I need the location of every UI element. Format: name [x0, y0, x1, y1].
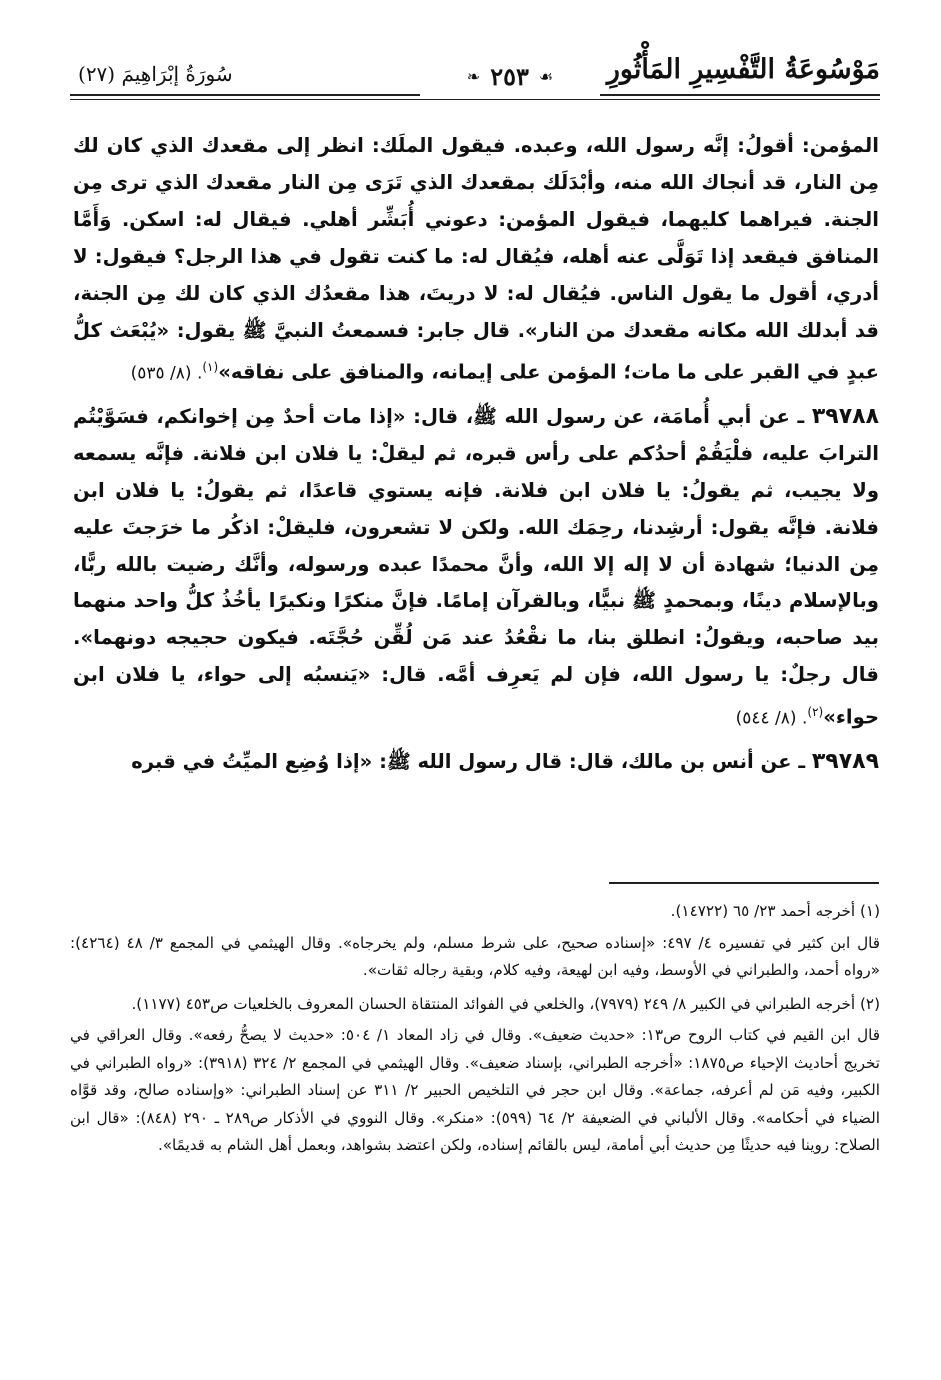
- page-header: [70, 54, 880, 110]
- volume-reference: . (٨/ ٥٤٤): [735, 708, 808, 729]
- paragraph-text: المؤمن: أقولُ: إنَّه رسول الله، وعبده. فيقول الملَك: انظر إلى مقعدك الذي كان لك مِن النار، قد أنجاك الله منه، وأبْدَلَك بمقعدك الذي تَرَى مِن النار مقعدك الذي ترى مِن الجنة. فيراهما كليهما، فيقول المؤمن: دعوني أُبَشِّر أهلي. فيقال له: اسكن. وَأَمَّا المنافق فيقعد إذا تَوَلَّى عنه أهله، فيُقال له: ما كنت تقول في هذا الرجل؟ فيقول: لا أدري، أقول ما يقول الناس. فيُقال له: لا دريتَ، هذا مقعدُك الذي كان لك مِن الجنة، قد أبدلك الله مكانه مقعدك من النار». قال جابر: فسمعتُ النبيَّ ﷺ يقول: «يُبْعَث كلُّ عبدٍ في القبر على ما مات؛ المؤمن على إيمانه، والمنافق على نفاقه»: [73, 134, 879, 384]
- volume-reference: . (٨/ ٥٣٥): [130, 363, 203, 384]
- hadith-number: ٣٩٧٨٩: [811, 748, 879, 774]
- hadith-number: ٣٩٧٨٨: [811, 403, 879, 429]
- footnote-item: قال ابن كثير في تفسيره ٤/ ٤٩٧: «إسناده صحيح، على شرط مسلم، ولم يخرجاه». وقال الهيثمي في المجمع ٣/ ٤٨ (٤٢٦٤): «رواه أحمد، والطبراني في الأوسط، وفيه ابن لهيعة، وفيه كلام، وبقية رجاله ثقات».: [70, 933, 880, 979]
- footnotes: [70, 898, 880, 1166]
- hadith-text: ـ عن أنس بن مالك، قال: قال رسول الله ﷺ: «إذا وُضِع الميِّتُ في قبره: [131, 749, 812, 773]
- hadith-entry: [73, 399, 879, 738]
- footnote-item: (١) أخرجه أحمد ٢٣/ ٦٥ (١٤٧٢٢).: [670, 902, 880, 920]
- footnote-item: قال ابن القيم في كتاب الروح ص١٣: «حديث ضعيف». وقال في زاد المعاد ١/ ٥٠٤: «حديث لا يصحُّ رفعه». وقال العراقي في تخريج أحاديث الإحياء ص١٨٧٥: «أخرجه الطبراني، بإسناد ضعيف». وقال الهيثمي في المجمع ٢/ ٣٢٤ (٣٩١٨): «رواه الطبراني في الكبير، وفيه مَن لم أعرفه، جماعة». وقال ابن حجر في التلخيص الحبير ٢/ ٣١١ عن إسناد الطبراني: «وإسناده صالح، وقد قوَّاه الضياء في أحكامه». وقال الألباني في الضعيفة ٢/ ٦٤ (٥٩٩): «منكر». وقال النووي في الأذكار ص٢٨٩ ـ ٢٩٠ (٨٤٨): «قال ابن الصلاح: روينا فيه حديثًا مِن حديث أبي أمامة، ليس بالقائم إسناده، ولكن اعتضد بشواهد، وبعمل أهل الشام به قديمًا».: [70, 1026, 880, 1154]
- page-number-box: [420, 54, 600, 98]
- main-text: [73, 128, 879, 780]
- hadith-entry: [73, 744, 879, 781]
- hadith-text: ـ عن أبي أُمامَة، عن رسول الله ﷺ، قال: «إذا مات أحدٌ مِن إخوانكم، فسَوَّيْتُم الترابَ عليه، فلْيَقُمْ أحدُكم على رأس قبره، ثم ليقلْ: يا فلان ابن فلانة. فإنَّه يسمعه ولا يجيب، ثم يقولُ: يا فلان ابن فلانة. فإنه يستوي قاعدًا، ثم يقولُ: يا فلان ابن فلانة. فإنَّه يقول: أرشِدنا، رحِمَك الله. ولكن لا تشعرون، فليقلْ: اذكُر ما خرَجتَ عليه مِن الدنيا؛ شهادة أن لا إله إلا الله، وأنَّ محمدًا عبده ورسوله، وأنَّك رضيت بالله ربًّا، وبالإسلام دينًا، وبمحمدٍ ﷺ نبيًّا، وبالقرآن إمامًا. فإنَّ منكرًا ونكيرًا يأخُذُ كلُّ واحد منهما بيد صاحبه، ويقولُ: انطلق بنا، ما نقْعُدُ عند مَن لُقِّن حُجَّتَه. فيكون حجيجه دونهما». قال رجلٌ: يا رسول الله، فإن لم يَعرِف أمَّه. قال: «يَنسبُه إلى حواء، يا فلان ابن حواء»: [73, 404, 879, 729]
- page-number: ٢٥٣: [490, 61, 529, 91]
- paragraph-continuation: [73, 128, 879, 393]
- footnote-item: (٢) أخرجه الطبراني في الكبير ٨/ ٢٤٩ (٧٩٧٩)، والخلعي في الفوائد المنتقاة الحسان المعروف بالخلعيات ص٤٥٣ (١١٧٧).: [131, 994, 880, 1013]
- footnote-marker: (٢): [807, 705, 824, 720]
- footnote-marker: (١): [202, 360, 219, 375]
- ornament-right-icon: ☙: [538, 66, 554, 86]
- footnote-separator: [609, 882, 879, 884]
- header-rule-thin: [70, 99, 880, 100]
- surah-title: سُورَةُ إبْرَاهِيمَ (٢٧): [78, 62, 233, 86]
- book-title: مَوْسُوعَةُ التَّفْسِيرِ المَأْثُورِ: [606, 54, 880, 85]
- ornament-left-icon: ❧: [466, 66, 481, 86]
